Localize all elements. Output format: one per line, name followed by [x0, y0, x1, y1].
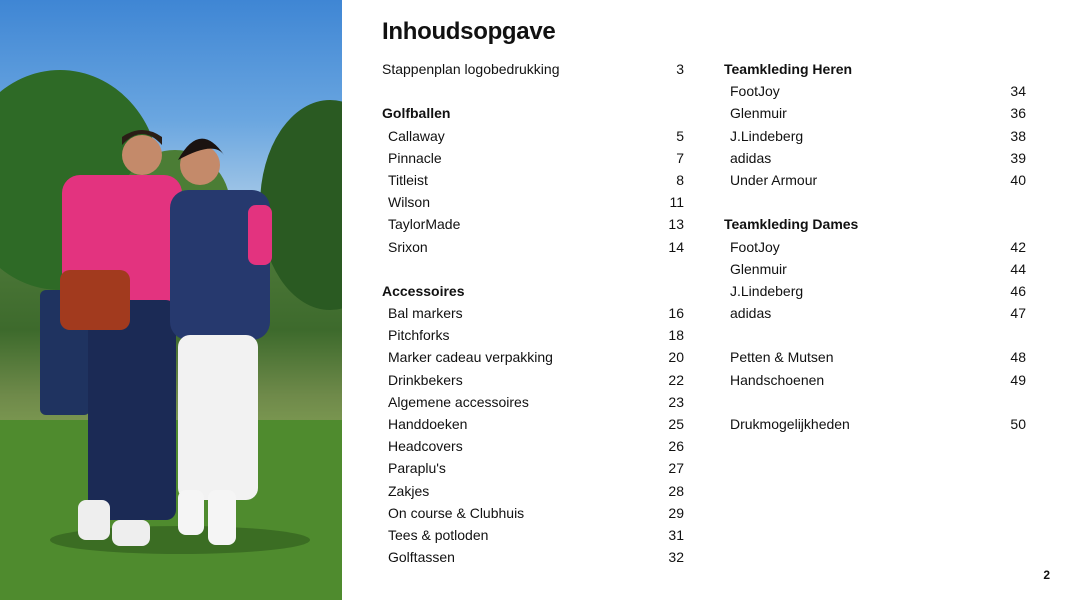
toc-spacer: [382, 80, 684, 102]
toc-entry-page: 48: [1010, 349, 1026, 366]
toc-entry[interactable]: [724, 346, 1026, 368]
toc-entry-label: Teamkleding Heren: [724, 61, 853, 77]
toc-entry[interactable]: [382, 391, 684, 413]
toc-entry-page: 40: [1010, 171, 1026, 188]
toc-entry[interactable]: [724, 413, 1026, 435]
toc-entry-page: 49: [1010, 371, 1026, 388]
toc-section-heading[interactable]: [724, 213, 1026, 235]
toc-entry-page: 50: [1010, 416, 1026, 432]
golf-couple-photo: [0, 0, 342, 600]
toc-entry-label: Tees & potloden: [388, 526, 489, 543]
toc-entry-page: 32: [668, 549, 684, 566]
toc-entry-label: Marker cadeau verpakking: [388, 349, 553, 366]
page-number: 2: [1043, 568, 1050, 582]
toc-entry-page: 42: [1010, 238, 1026, 255]
toc-entry-label: adidas: [730, 305, 772, 322]
golfers-illustration: [0, 0, 342, 600]
toc-entry-page: 7: [676, 149, 684, 166]
toc-entry[interactable]: [724, 125, 1026, 147]
toc-entry-page: 20: [668, 349, 684, 366]
toc-entry[interactable]: [382, 191, 684, 213]
page-title: Inhoudsopgave: [382, 18, 556, 45]
toc-entry[interactable]: [382, 324, 684, 346]
toc-entry[interactable]: [724, 147, 1026, 169]
toc-entry[interactable]: [382, 125, 684, 147]
toc-section-heading[interactable]: [382, 280, 684, 302]
toc-entry-page: 38: [1010, 127, 1026, 144]
toc-entry-page: 18: [668, 327, 684, 344]
toc-entry-label: Glenmuir: [730, 260, 787, 277]
toc-entry-label: On course & Clubhuis: [388, 504, 525, 521]
toc-entry[interactable]: [724, 280, 1026, 302]
toc-entry-label: Pitchforks: [388, 327, 450, 344]
toc-entry-label: Pinnacle: [388, 149, 442, 166]
toc-entry[interactable]: [382, 480, 684, 502]
toc-entry-page: 3: [676, 61, 684, 77]
toc-entry-label: Paraplu's: [388, 460, 446, 477]
toc-entry-label: Glenmuir: [730, 105, 787, 122]
toc-entry[interactable]: [382, 546, 684, 568]
toc-entry-page: 39: [1010, 149, 1026, 166]
toc-entry-label: Under Armour: [730, 171, 818, 188]
toc-entry-label: Titleist: [388, 171, 428, 188]
toc-entry[interactable]: [382, 502, 684, 524]
toc-entry-label: Golftassen: [388, 549, 455, 566]
toc-entry-page: 22: [668, 371, 684, 388]
toc-entry[interactable]: [382, 346, 684, 368]
toc-entry-label: Accessoires: [382, 282, 465, 299]
toc-entry[interactable]: [382, 58, 684, 80]
toc-entry[interactable]: [382, 302, 684, 324]
toc-entry-label: J.Lindeberg: [730, 282, 804, 299]
toc-entry-label: Headcovers: [388, 438, 463, 455]
toc-entry-page: 11: [669, 194, 684, 211]
toc-entry-label: Zakjes: [388, 482, 430, 499]
toc-entry-page: 8: [676, 171, 684, 188]
toc-entry-page: 47: [1010, 305, 1026, 322]
toc-entry[interactable]: [382, 413, 684, 435]
toc-entry[interactable]: [382, 457, 684, 479]
toc-section-heading[interactable]: [382, 102, 684, 124]
toc-entry-page: 46: [1010, 282, 1026, 299]
toc-spacer: [724, 324, 1026, 346]
toc-entry[interactable]: [724, 302, 1026, 324]
toc-entry-label: Teamkleding Dames: [724, 216, 859, 233]
toc-entry[interactable]: [724, 258, 1026, 280]
toc-entry[interactable]: [724, 102, 1026, 124]
toc-entry-label: Handschoenen: [730, 371, 825, 388]
toc-entry-page: 23: [668, 393, 684, 410]
toc-entry-label: FootJoy: [730, 238, 780, 255]
toc-entry-page: 13: [668, 216, 684, 233]
toc-spacer: [724, 191, 1026, 213]
toc-left-column: [382, 58, 684, 568]
toc-entry-label: Srixon: [388, 238, 428, 255]
toc-entry[interactable]: [724, 369, 1026, 391]
toc-entry-page: 26: [668, 438, 684, 455]
toc-entry-label: Drinkbekers: [388, 371, 463, 388]
toc-entry-page: 14: [668, 238, 684, 255]
toc-entry[interactable]: [382, 435, 684, 457]
toc-entry-label: TaylorMade: [388, 216, 461, 233]
toc-entry-label: Stappenplan logobedrukking: [382, 61, 560, 77]
toc-spacer: [724, 391, 1026, 413]
toc-right-column: [724, 58, 1026, 435]
toc-entry[interactable]: [724, 236, 1026, 258]
toc-entry[interactable]: [382, 213, 684, 235]
toc-entry[interactable]: [724, 80, 1026, 102]
toc-entry-page: 28: [668, 482, 684, 499]
toc-entry-label: Callaway: [388, 127, 445, 144]
toc-entry-label: J.Lindeberg: [730, 127, 804, 144]
toc-entry-page: 16: [668, 305, 684, 322]
toc-entry-label: FootJoy: [730, 83, 780, 100]
toc-entry-page: 44: [1010, 260, 1026, 277]
toc-entry-page: 36: [1010, 105, 1026, 122]
toc-entry[interactable]: [382, 147, 684, 169]
toc-entry[interactable]: [724, 169, 1026, 191]
toc-entry-page: 31: [668, 526, 684, 543]
toc-entry-label: Algemene accessoires: [388, 393, 529, 410]
toc-spacer: [382, 258, 684, 280]
toc-entry-label: adidas: [730, 149, 772, 166]
toc-entry-label: Golfballen: [382, 105, 451, 122]
toc-entry-page: 27: [668, 460, 684, 477]
toc-entry[interactable]: [382, 524, 684, 546]
toc-entry-label: Drukmogelijkheden: [730, 416, 850, 432]
toc-entry-label: Handdoeken: [388, 416, 468, 432]
toc-entry-page: 25: [668, 416, 684, 432]
toc-entry[interactable]: [382, 369, 684, 391]
toc-entry-label: Petten & Mutsen: [730, 349, 834, 366]
toc-entry-page: 34: [1010, 83, 1026, 100]
toc-section-heading[interactable]: [724, 58, 1026, 80]
toc-entry-page: 5: [676, 127, 684, 144]
toc-entry-label: Bal markers: [388, 305, 463, 322]
toc-entry-page: 29: [668, 504, 684, 521]
toc-entry[interactable]: [382, 236, 684, 258]
toc-entry-label: Wilson: [388, 194, 431, 211]
toc-entry[interactable]: [382, 169, 684, 191]
